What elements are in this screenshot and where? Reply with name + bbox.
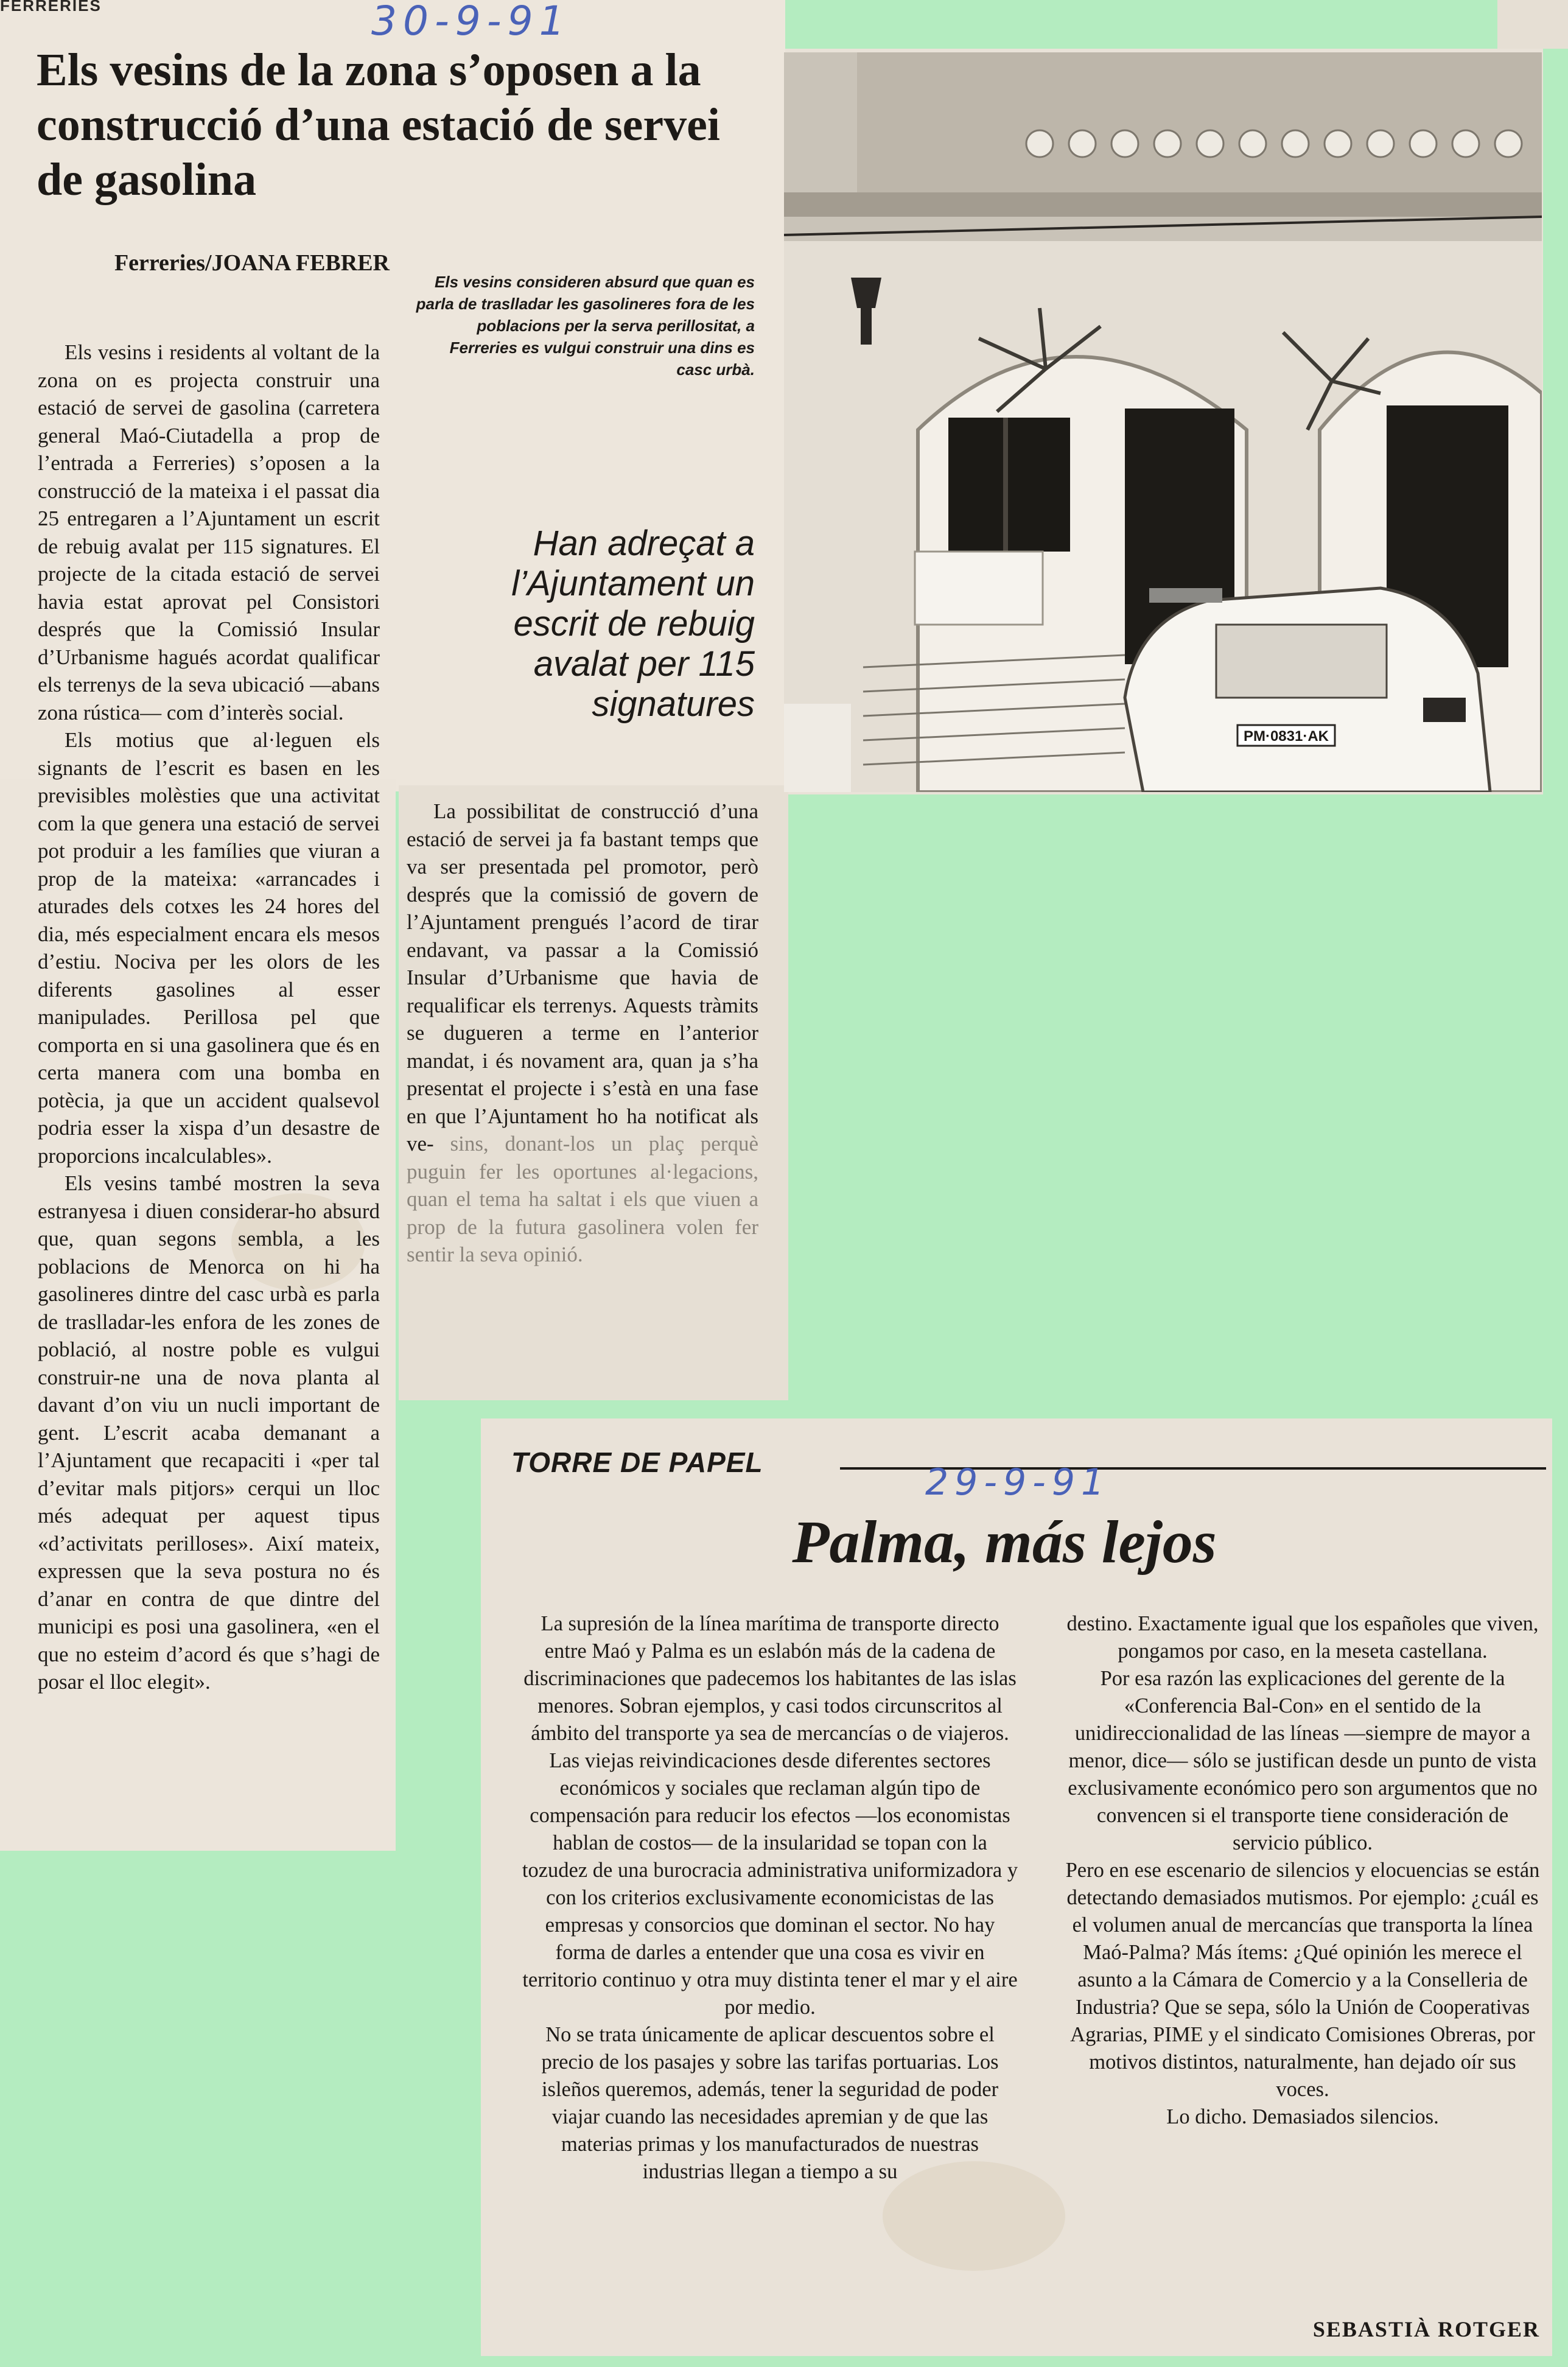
paragraph: No se trata únicamente de aplicar descuentos sobre el precio de los pasajes y sobre las tarifas portuarias. Los isleños queremos, además, tener la seguridad de poder viajar cuando las necesidades apremian y de que las materias primas y los manufacturados de nuestras industrias llegan a tiempo a su: [541, 2023, 999, 2183]
article-column-1: [38, 338, 380, 1696]
license-plate: PM·0831·AK: [1243, 728, 1329, 745]
paragraph: Els vesins i residents al voltant de la zona on es projecta construir una estació de servei de gasolina (carretera general Maó-Ciutadella a prop de l’entrada a Ferreries) s’oposen a la construcció de la mateixa i el passat dia 25 entregaren a l’Ajuntament un escrit de rebuig avalat per 115 signatures. El projecte de la citada estació de servei havia estat aprovat pel Consistori després que la Comissió Insular d’Urbanisme hagués acordat qualificar els terrenys de la seva ubicació —abans zona rústica— com d’interès social.: [38, 340, 380, 724]
handwritten-date: 29-9-91: [925, 1461, 1111, 1504]
paragraph: Por esa razón las explicaciones del gerente de la «Conferencia Bal-Con» en el sentido de la unidireccionalidad de las líneas —siempre de mayor a menor, dice— sólo se justifican desde un punto de vista exclusivamente económico pero son argumentos que no convencen si el transporte tiene consideración de servicio público.: [1068, 1667, 1538, 1854]
handwritten-date: 30-9-91: [371, 0, 571, 44]
paragraph-text: La possibilitat de construcció d’una estació de servei ja fa bastant temps que va ser presentada pel promotor, però després que la comissió de govern de l’Ajuntament prengués l’acord de tirar endavant, va passar a la Comissió Insular d’Urbanisme que havia de requalificar els terrenys. Aquests tràmits se dugueren a terme en l’anterior mandat, i és novament ara, quan ja s’ha presentat el projecte i s’està en una fase en que l’Ajuntament ho ha notificat als ve-: [407, 799, 758, 1155]
opinion-column-2: [1062, 1610, 1543, 2131]
pull-quote: Han adreçat a l’Ajuntament un escrit de rebuig avalat per 115 signatures: [511, 524, 755, 724]
clipping-edge-paper: [1497, 0, 1568, 49]
photo-caption: Els vesins consideren absurd que quan es parla de traslladar les gasolineres fora de les poblacions per la serva perillositat, a Ferreries es vulgui construir una dins es casc urbà.: [416, 273, 755, 379]
paragraph: Els motius que al·leguen els signants de l’escrit es basen en les previsibles molèsties que una activitat com la que genera una estació de servei pot produir a les famílies que viuran a prop de la mateixa: «arrancades i aturades dels cotxes les 24 hores del dia, més especialment encara els mesos d’estiu. Nociva per les olors de les diferents gasolines al esser manipulades. Perillosa pel que comporta en si una gasolinera que és en certa manera com una bomba en potècia, ja que un accident qualsevol podria esser la xispa d’un desastre de proporcions incalculables».: [38, 728, 380, 1168]
column-name: TORRE DE PAPEL: [511, 1446, 763, 1478]
faded-paragraph-text: sins, donant-los un plaç perquè puguin fer les oportunes al·legacions, quan el tema ha saltat i els que viuen a prop de la futura gasolinera volen fer sentir la seva opinió.: [407, 1132, 758, 1266]
paragraph: Pero en ese escenario de silencios y elocuencias se están detectando demasiados mutismos. Por ejemplo: ¿cuál es el volumen anual de mercancías que transporta la línea Maó-Palma? Más ítems: ¿Qué opinión les merece el asunto a la Cámara de Comercio y a la Conselleria de Industria? Que se sepa, sólo la Unión de Cooperativas Agrarias, PIME y el sindicato Comisiones Obreras, por motivos distintos, naturalmente, han dejado oír sus voces.: [1065, 1859, 1540, 2101]
paragraph: La supresión de la línea marítima de transporte directo entre Maó y Palma es un eslabón más de la cadena de discriminaciones que padecemos los habitantes de las islas menores. Sobran ejemplos, y casi todos circunscritos al ámbito del transporte ya sea de mercancías o de viajeros. Las viejas reivindicaciones desde diferentes sectores económicos y sociales que reclaman algún tipo de compensación para reducir los efectos —los economistas hablan de costos— de la insularidad se topan con la tozudez de una burocracia administrativa uniformizadora y con los criterios exclusivamente economicistas de las empresas y consorcios que dominan el sector. No hay forma de darles a entender que una cosa es vivir en territorio continuo y otra muy distinta tener el mar y el aire por medio.: [522, 1612, 1018, 2019]
byline: Ferreries/JOANA FEBRER: [114, 250, 390, 276]
paragraph: Lo dicho. Demasiados silencios.: [1166, 2105, 1439, 2128]
article-photo: [784, 52, 1542, 792]
paragraph: destino. Exactamente igual que los españoles que viven, pongamos por caso, en la meseta castellana.: [1066, 1612, 1539, 1663]
paragraph: Els vesins també mostren la seva estranyesa i diuen considerar-ho absurd que, quan segons sembla, a les poblacions de Menorca on hi ha gasolineres dintre del casc urbà es parla de traslladar-les enfora de les zones de població, al nostre poble es vulgui construir-ne una de nova planta al davant d’on viu un nucli important de gent. L’escrit acaba demanant a l’Ajuntament que recapaciti i «per tal d’evitar mals pitjors» cerqui un lloc més adequat per aquest tipus «d’activitats perilloses». Així mateix, expressen que la seva postura no és d’anar en contra de que dintre del municipi es posi una gasolinera, «en el que no esteim d’acord és que s’hagi de posar el lloc elegit».: [38, 1171, 380, 1694]
opinion-column-1: [520, 1610, 1020, 2186]
opinion-title: Palma, más lejos: [792, 1508, 1217, 1576]
paragraph: [407, 798, 758, 1269]
article-column-2: [407, 798, 758, 1269]
article-headline: Els vesins de la zona s’oposen a la construcció d’una estació de servei de gasolina: [37, 44, 720, 205]
section-tag: FERRERIES: [0, 0, 102, 13]
author-signature: SEBASTIÀ ROTGER: [1312, 2317, 1540, 2341]
